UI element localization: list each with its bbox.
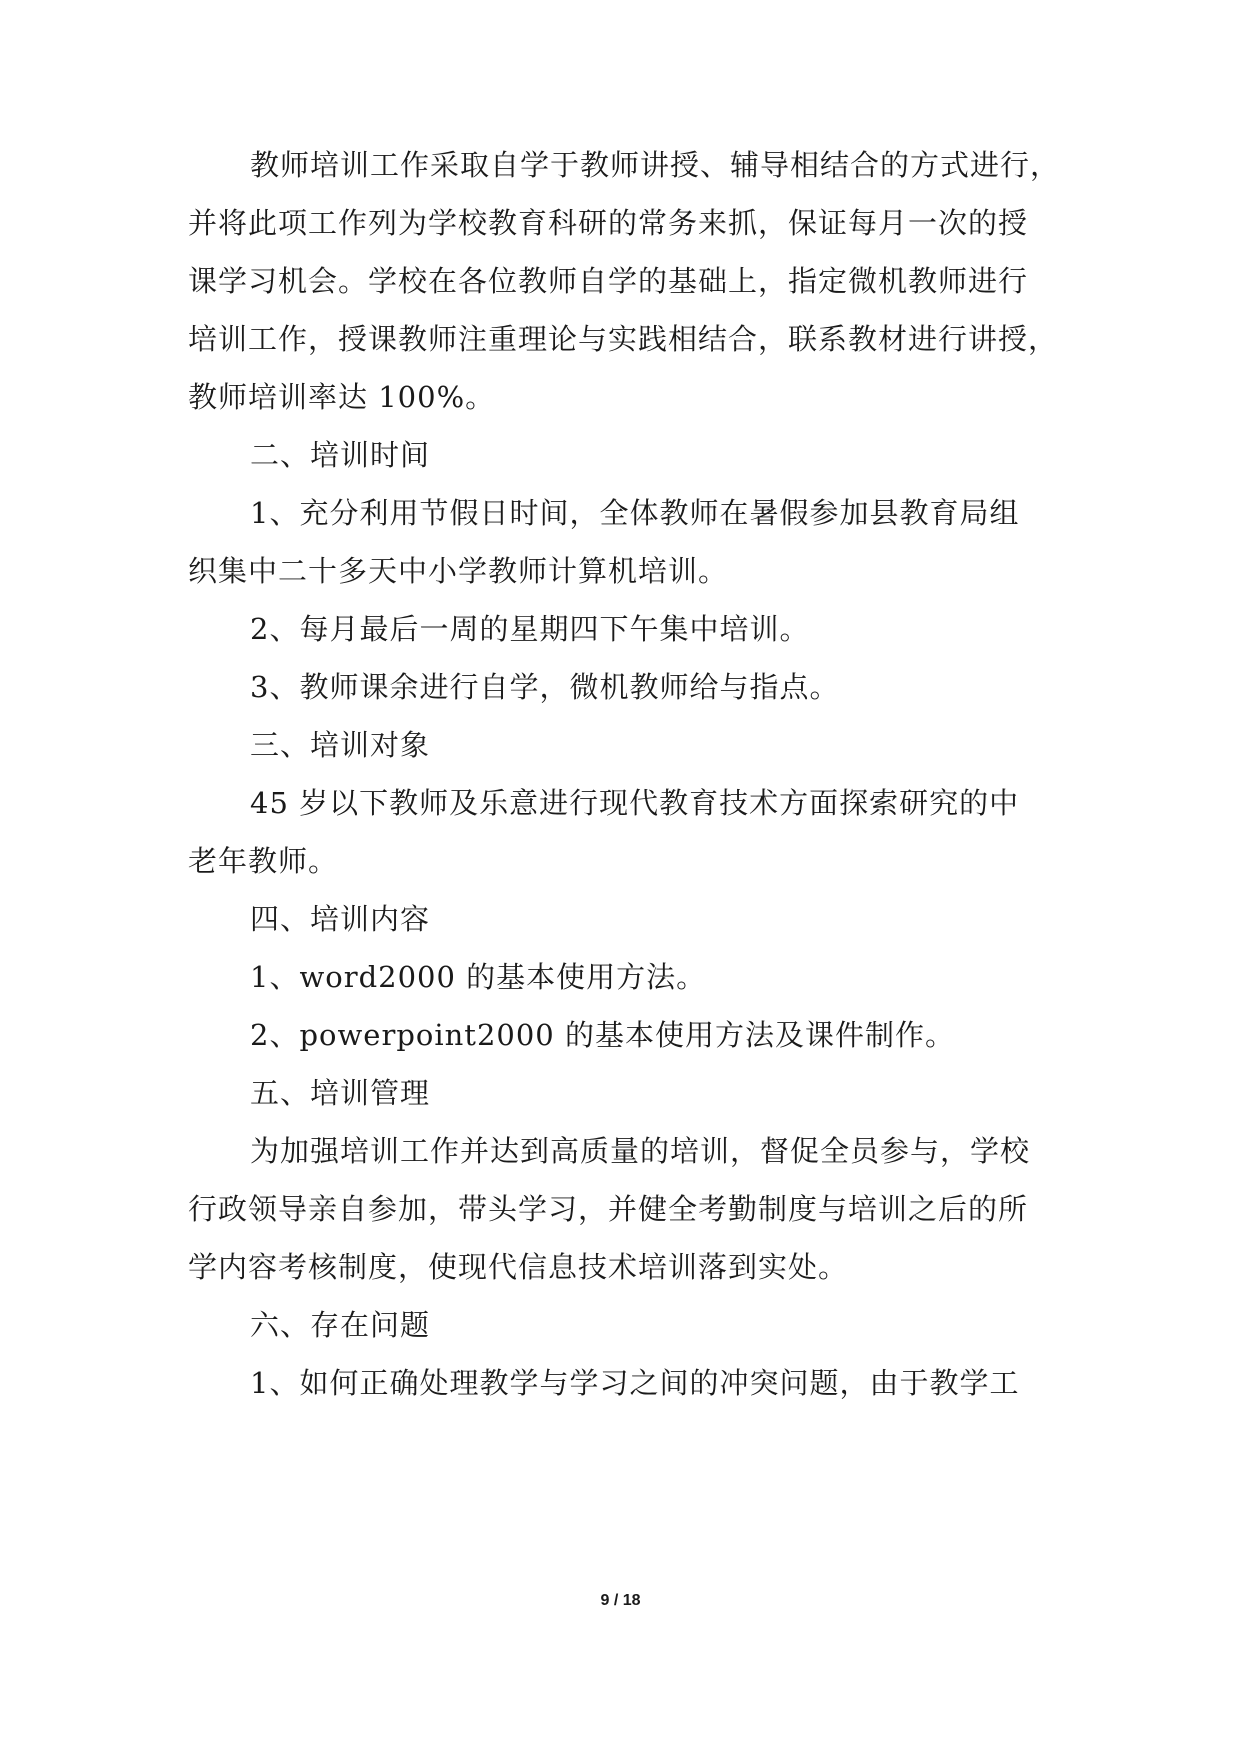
text-line: 为加强培训工作并达到高质量的培训，督促全员参与，学校	[250, 1134, 1031, 1168]
section-heading: 二、培训时间	[250, 438, 431, 472]
page-number: 9 / 18	[600, 1592, 641, 1609]
text-line: 教师培训率达 100%。	[188, 380, 496, 414]
text-line: 并将此项工作列为学校教育科研的常务来抓，保证每月一次的授	[188, 206, 1029, 240]
text-line: 1、如何正确处理教学与学习之间的冲突问题，由于教学工	[250, 1366, 1020, 1400]
text-line: 课学习机会。学校在各位教师自学的基础上，指定微机教师进行	[188, 264, 1029, 298]
text-line: 1、充分利用节假日时间，全体教师在暑假参加县教育局组	[250, 496, 1020, 530]
text-line: 教师培训工作采取自学于教师讲授、辅导相结合的方式进行，	[250, 148, 1061, 182]
text-line: 1、word2000 的基本使用方法。	[250, 960, 707, 994]
section-heading: 五、培训管理	[250, 1076, 431, 1110]
text-line: 45 岁以下教师及乐意进行现代教育技术方面探索研究的中	[250, 786, 1020, 820]
text-line: 老年教师。	[188, 844, 339, 878]
text-line: 织集中二十多天中小学教师计算机培训。	[188, 554, 729, 588]
section-heading: 六、存在问题	[250, 1308, 431, 1342]
text-line: 培训工作，授课教师注重理论与实践相结合，联系教材进行讲授，	[188, 322, 1059, 356]
text-line: 行政领导亲自参加，带头学习，并健全考勤制度与培训之后的所	[188, 1192, 1029, 1226]
text-line: 2、powerpoint2000 的基本使用方法及课件制作。	[250, 1018, 955, 1052]
text-line: 学内容考核制度，使现代信息技术培训落到实处。	[188, 1250, 849, 1284]
section-heading: 四、培训内容	[250, 902, 431, 936]
text-line: 2、每月最后一周的星期四下午集中培训。	[250, 612, 810, 646]
section-heading: 三、培训对象	[250, 728, 431, 762]
text-line: 3、教师课余进行自学，微机教师给与指点。	[250, 670, 840, 704]
